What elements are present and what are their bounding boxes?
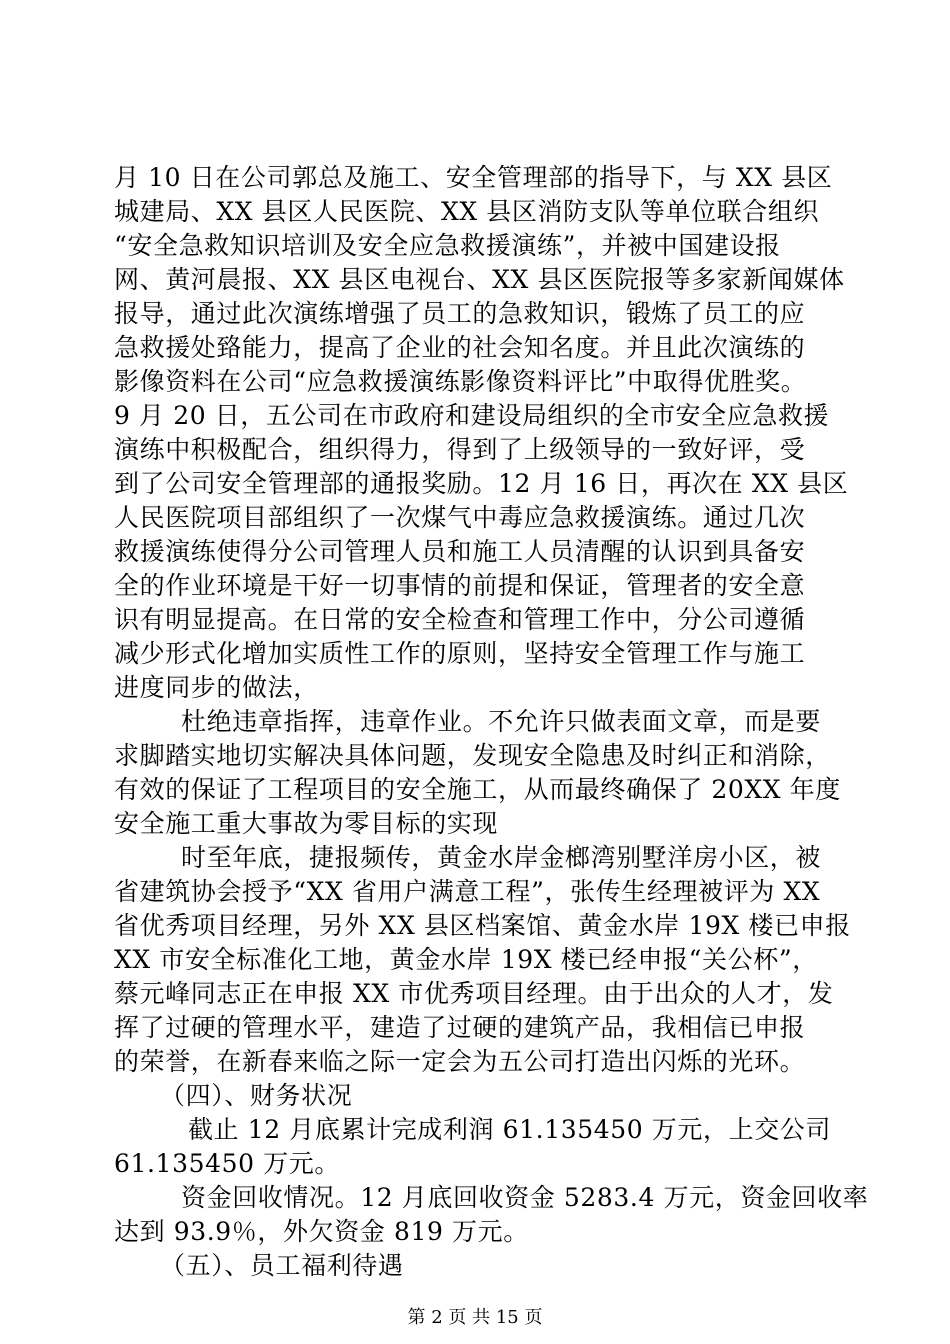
text-line: 有效的保证了工程项目的安全施工，从而最终确保了 20XX 年度 — [114, 775, 841, 804]
text-line: 进度同步的做法， — [114, 673, 319, 702]
paragraph-start-line: 资金回收情况。12 月底回收资金 5283.4 万元，资金回收率 — [181, 1183, 869, 1212]
text-line: 9 月 20 日，五公司在市政府和建设局组织的全市安全应急救援 — [114, 401, 830, 430]
page-number-footer: 第 2 页 共 15 页 — [407, 1307, 543, 1328]
text-line: 到了公司安全管理部的通报奖励。12 月 16 日，再次在 XX 县区 — [114, 469, 849, 498]
paragraph-start-line: 时至年底，捷报频传，黄金水岸金榔湾别墅洋房小区，被 — [181, 843, 822, 872]
text-line: XX 市安全标准化工地，黄金水岸 19X 楼已经申报“关公杯”， — [114, 945, 818, 974]
text-line: 蔡元峰同志正在申报 XX 市优秀项目经理。由于出众的人才，发 — [114, 979, 834, 1008]
paragraph-start-line: 杜绝违章指挥，违章作业。不允许只做表面文章，而是要 — [181, 707, 822, 736]
text-line: 识有明显提高。在日常的安全检查和管理工作中，分公司遵循 — [114, 605, 806, 634]
text-line: 全的作业环境是干好一切事情的前提和保证，管理者的安全意 — [114, 571, 806, 600]
text-line: 61.135450 万元。 — [114, 1149, 340, 1178]
section-heading: （四）、财务状况 — [160, 1081, 353, 1110]
text-line: 达到 93.9％，外欠资金 819 万元。 — [114, 1217, 529, 1246]
text-line: 影像资料在公司“应急救援演练影像资料评比”中取得优胜奖。 — [114, 367, 807, 396]
text-line: 减少形式化增加实质性工作的原则，坚持安全管理工作与施工 — [114, 639, 806, 668]
text-line: 网、黄河晨报、XX 县区电视台、XX 县区医院报等多家新闻媒体 — [114, 265, 845, 294]
text-line: 救援演练使得分公司管理人员和施工人员清醒的认识到具备安 — [114, 537, 806, 566]
paragraph-start-line: 截止 12 月底累计完成利润 61.135450 万元，上交公司 — [188, 1115, 831, 1144]
text-line: 省优秀项目经理，另外 XX 县区档案馆、黄金水岸 19X 楼已申报 — [114, 911, 851, 940]
text-line: 月 10 日在公司郭总及施工、安全管理部的指导下，与 XX 县区 — [114, 163, 833, 192]
text-line: 演练中积极配合，组织得力，得到了上级领导的一致好评，受 — [114, 435, 806, 464]
text-line: “安全急救知识培训及安全应急救援演练”，并被中国建设报 — [114, 231, 781, 260]
text-line: 城建局、XX 县区人民医院、XX 县区消防支队等单位联合组织 — [114, 197, 820, 226]
text-line: 的荣誉，在新春来临之际一定会为五公司打造出闪烁的光环。 — [114, 1047, 806, 1076]
section-heading: （五）、员工福利待遇 — [160, 1251, 404, 1280]
text-line: 人民医院项目部组织了一次煤气中毒应急救援演练。通过几次 — [114, 503, 806, 532]
text-line: 省建筑协会授予“XX 省用户满意工程”，张传生经理被评为 XX — [114, 877, 821, 906]
text-line: 求脚踏实地切实解决具体问题，发现安全隐患及时纠正和消除， — [114, 741, 831, 770]
text-line: 挥了过硬的管理水平，建造了过硬的建筑产品，我相信已申报 — [114, 1013, 806, 1042]
text-line: 报导，通过此次演练增强了员工的急救知识，锻炼了员工的应 — [114, 299, 806, 328]
text-line: 安全施工重大事故为零目标的实现 — [114, 809, 499, 838]
text-line: 急救援处臵能力，提高了企业的社会知名度。并且此次演练的 — [114, 333, 806, 362]
